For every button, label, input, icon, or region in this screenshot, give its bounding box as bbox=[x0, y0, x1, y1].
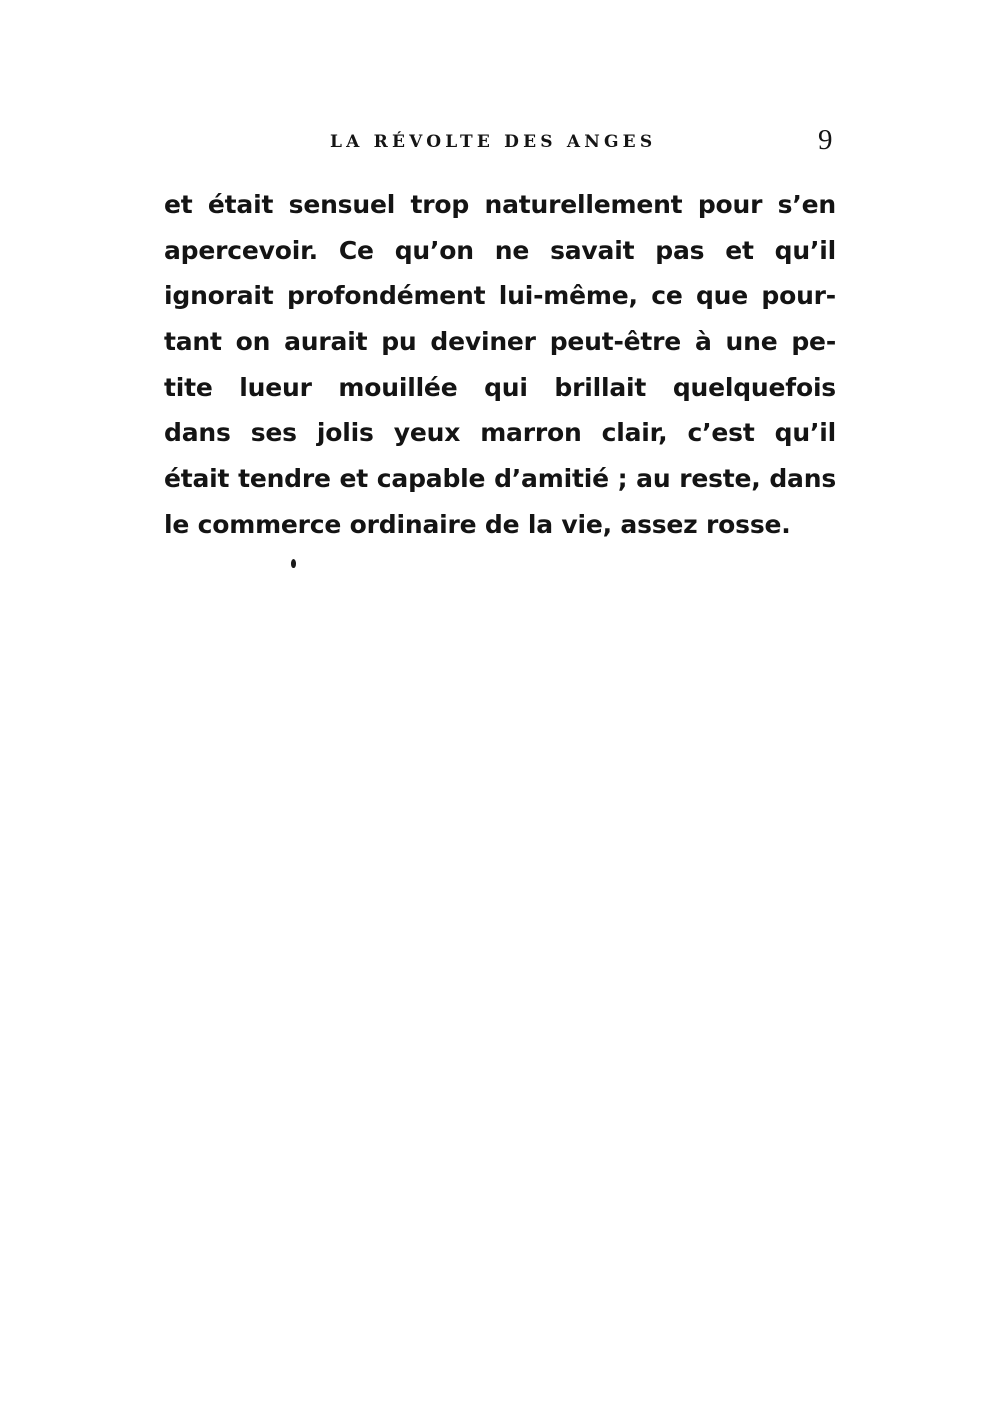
text-line: tite lueur mouillée qui brillait quelquefois bbox=[164, 372, 836, 402]
body-paragraph bbox=[164, 182, 836, 548]
ink-speck bbox=[291, 559, 296, 568]
text-line: ignorait profondément lui-même, ce que pour- bbox=[164, 281, 836, 311]
text-line: et était sensuel trop naturellement pour s’en bbox=[164, 190, 836, 219]
text-line: apercevoir. Ce qu’on ne savait pas et qu’il bbox=[164, 235, 836, 265]
text-line: tant on aurait pu deviner peut-être à une pe- bbox=[164, 327, 836, 357]
page-number: 9 bbox=[818, 124, 833, 156]
text-line: était tendre et capable d’amitié ; au reste, dans bbox=[164, 464, 836, 494]
text-line: le commerce ordinaire de la vie, assez rosse. bbox=[164, 509, 791, 539]
running-title: LA RÉVOLTE DES ANGES bbox=[330, 132, 657, 152]
text-line: dans ses jolis yeux marron clair, c’est qu’il bbox=[164, 418, 836, 448]
